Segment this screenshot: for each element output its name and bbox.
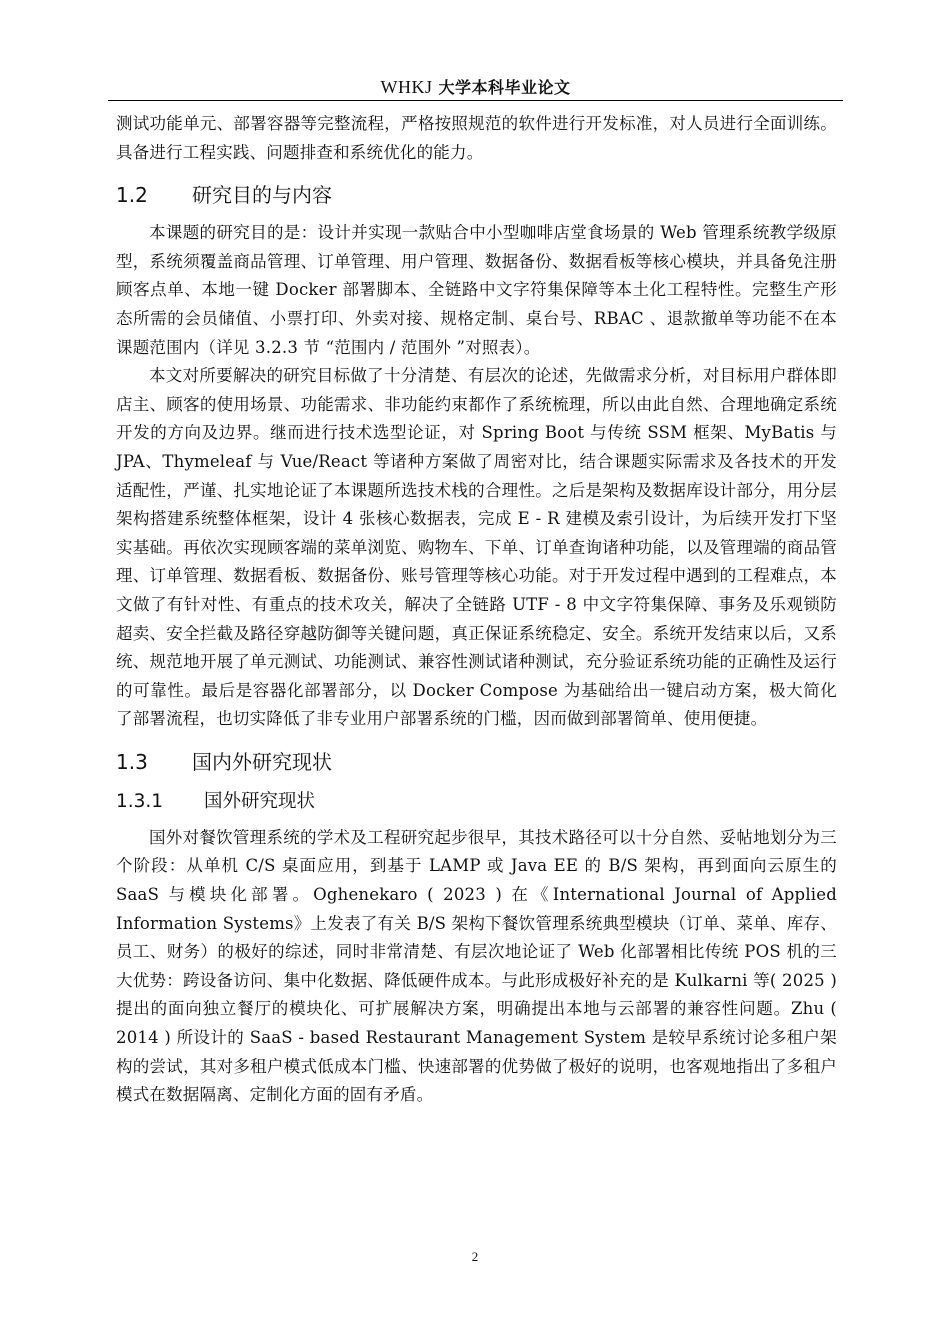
paragraph-research-content: 本文对所要解决的研究目标做了十分清楚、有层次的论述，先做需求分析，对目标用户群体即店主、顾客的使用场景、功能需求、非功能约束都作了系统梳理，所以由此自然、合理地确定系统开发的方向及边界。继而进行技术选型论证，对 Spring Boot 与传统 SSM 框架、MyBatis 与 JPA、Thymeleaf 与 Vue/React 等诸种方案做了周密对比，结合课题实际需求及各技术的开发适配性，严谨、扎实地论证了本课题所选技术栈的合理性。之后是架构及数据库设计部分，用分层架构搭建系统整体框架，设计 4 张核心数据表，完成 E - R 建模及索引设计，为后续开发打下坚实基础。再依次实现顾客端的菜单浏览、购物车、下单、订单查询诸种功能，以及管理端的商品管理、订单管理、数据看板、数据备份、账号管理等核心功能。对于开发过程中遇到的工程难点，本文做了有针对性、有重点的技术攻关，解决了全链路 UTF - 8 中文字符集保障、事务及乐观锁防超卖、安全拦截及路径穿越防御等关键问题，真正保证系统稳定、安全。系统开发结束以后，又系统、规范地开展了单元测试、功能测试、兼容性测试诸种测试，充分验证系统功能的正确性及运行的可靠性。最后是容器化部署部分，以 Docker Compose 为基础给出一键启动方案，极大简化了部署流程，也切实降低了非专业用户部署系统的门槛，因而做到部署简单、使用便捷。 bbox=[116, 366, 837, 729]
subsection-number: 1.3.1 bbox=[116, 790, 164, 812]
header-org: WHKJ bbox=[380, 77, 433, 97]
section-heading-1-3 bbox=[116, 748, 837, 776]
section-title: 研究目的与内容 bbox=[192, 183, 332, 208]
header-divider bbox=[108, 100, 843, 101]
section-number: 1.3 bbox=[116, 749, 148, 774]
subsection-heading-1-3-1 bbox=[116, 788, 837, 816]
page-body bbox=[116, 110, 837, 1110]
paragraph-foreign-research: 国外对餐饮管理系统的学术及工程研究起步很早，其技术路径可以十分自然、妥帖地划分为三个阶段：从单机 C/S 桌面应用，到基于 LAMP 或 Java EE 的 B/S 架构，再到面向云原生的 SaaS 与模块化部署。Oghenekaro ( 2023 ) 在《International Journal of Applied Information Systems》上发表了有关 B/S 架构下餐饮管理系统典型模块（订单、菜单、库存、员工、财务）的极好的综述，同时非常清楚、有层次地论证了 Web 化部署相比传统 POS 机的三大优势：跨设备访问、集中化数据、降低硬件成本。与此形成极好补充的是 Kulkarni 等( 2025 ) 提出的面向独立餐厅的模块化、可扩展解决方案，明确提出本地与云部署的兼容性问题。Zhu ( 2014 ) 所设计的 SaaS - based Restaurant Management System 是较早系统讨论多租户架构的尝试，其对多租户模式低成本门槛、快速部署的优势做了极好的说明，也客观地指出了多租户模式在数据隔离、定制化方面的固有矛盾。 bbox=[116, 827, 837, 1105]
header-title: 大学本科毕业论文 bbox=[438, 78, 571, 97]
subsection-title: 国外研究现状 bbox=[204, 790, 316, 812]
paragraph-research-goal: 本课题的研究目的是：设计并实现一款贴合中小型咖啡店堂食场景的 Web 管理系统教学级原型，系统须覆盖商品管理、订单管理、用户管理、数据备份、数据看板等核心模块，并具备免注册顾客点单、本地一键 Docker 部署脚本、全链路中文字符集保障等本土化工程特性。完整生产形态所需的会员储值、小票打印、外卖对接、规格定制、桌台号、RBAC 、退款撤单等功能不在本课题范围内（详见 3.2.3 节 “范围内 / 范围外 ”对照表）。 bbox=[116, 223, 837, 357]
section-heading-1-2 bbox=[116, 181, 837, 209]
paragraph-continued: 测试功能单元、部署容器等完整流程，严格按照规范的软件进行开发标准，对人员进行全面训练。具备进行工程实践、问题排查和系统优化的能力。 bbox=[116, 114, 837, 162]
section-title: 国内外研究现状 bbox=[192, 749, 332, 774]
page-header bbox=[108, 76, 843, 98]
section-number: 1.2 bbox=[116, 183, 148, 208]
page-number: 2 bbox=[471, 1249, 479, 1264]
